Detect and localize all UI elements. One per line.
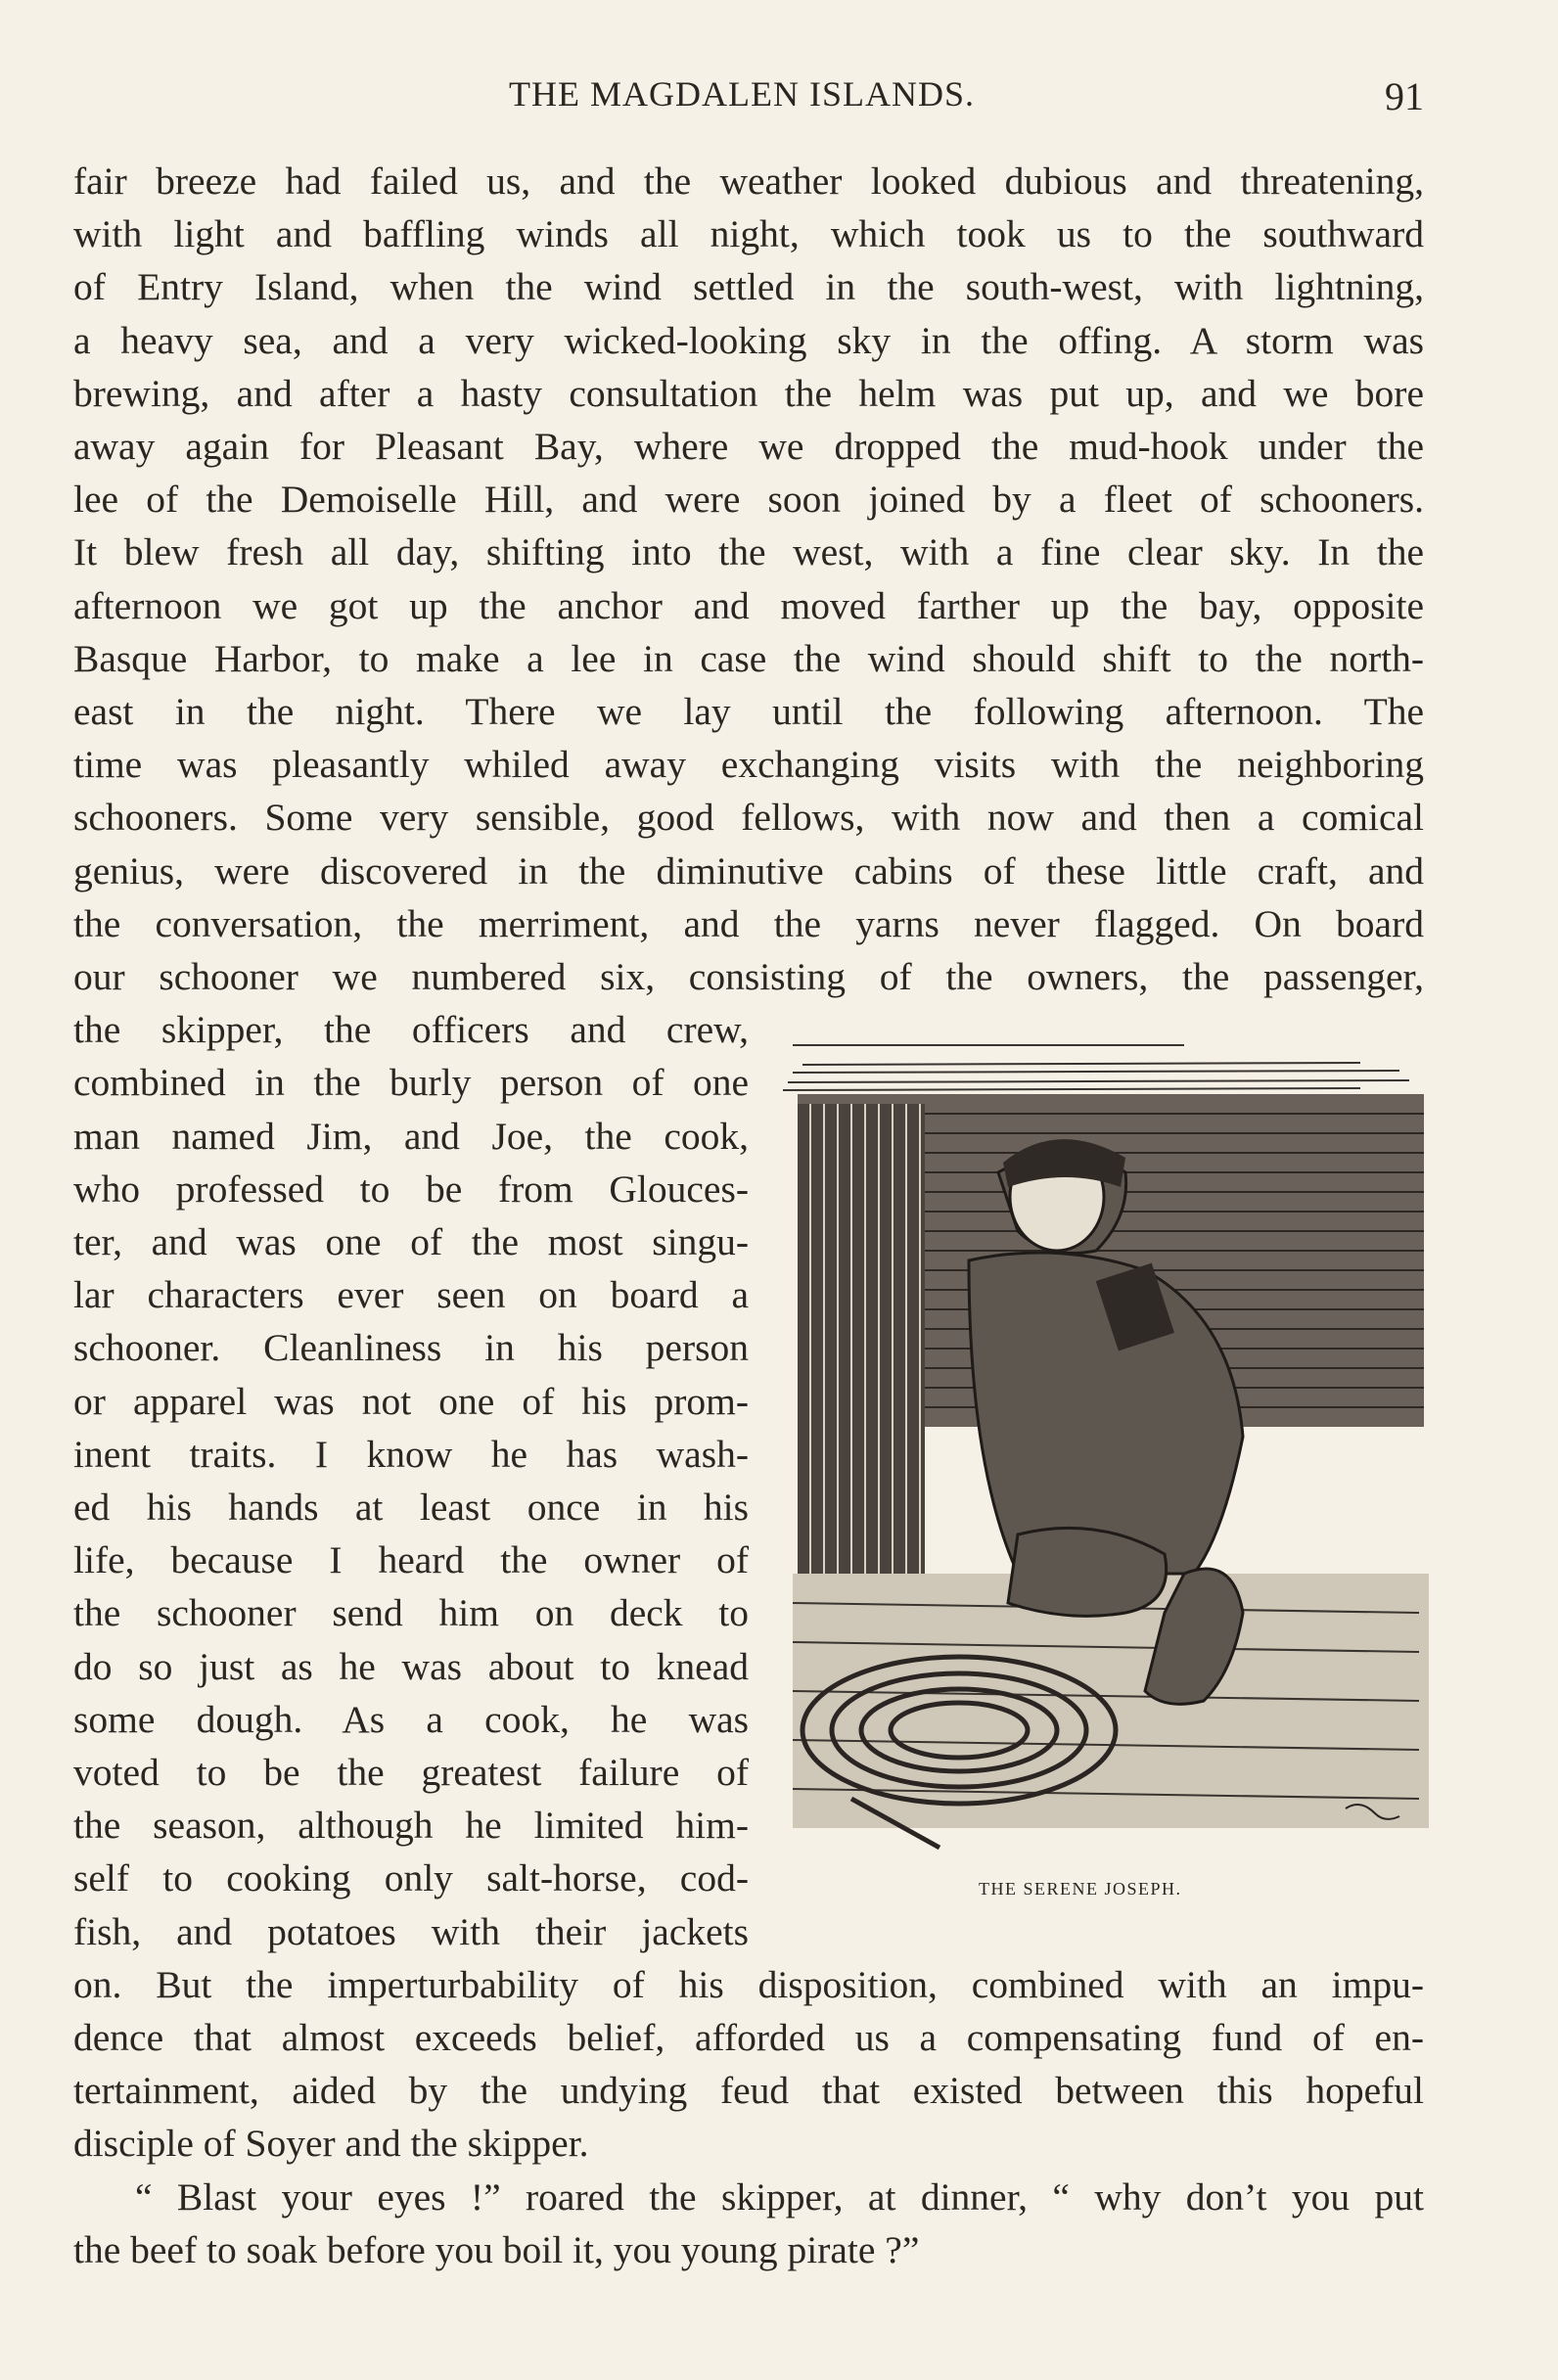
text-line: the schooner send him on deck to [73, 1591, 749, 1635]
text-line: combined in the burly person of one [73, 1061, 749, 1105]
text-line: time was pleasantly whiled away exchanging visits with the neighboring [73, 743, 1424, 787]
text-line: disciple of Soyer and the skipper. [73, 2122, 589, 2166]
text-line: brewing, and after a hasty consultation the helm was put up, and we bore [73, 371, 1424, 415]
text-line: who professed to be from Glouces- [73, 1167, 749, 1211]
text-line: lee of the Demoiselle Hill, and were soon joined by a fleet of schooners. [73, 478, 1424, 522]
text-line: a heavy sea, and a very wicked-looking sky in the offing. A storm was [73, 318, 1424, 362]
text-line: genius, were discovered in the diminutive cabins of these little craft, and [73, 848, 1424, 892]
text-line: afternoon we got up the anchor and moved farther up the bay, opposite [73, 583, 1424, 627]
dialogue-line: the beef to soak before you boil it, you young pirate ?” [73, 2227, 920, 2271]
page-header [73, 73, 1424, 122]
text-line: ter, and was one of the most singu- [73, 1220, 749, 1263]
text-line: dence that almost exceeds belief, afforded us a compensating fund of en- [73, 2016, 1424, 2059]
text-line: the skipper, the officers and crew, [73, 1008, 749, 1052]
text-line: east in the night. There we lay until the following afternoon. The [73, 690, 1424, 733]
text-line: self to cooking only salt-horse, cod- [73, 1856, 749, 1900]
text-line: tertainment, aided by the undying feud that existed between this hopeful [73, 2069, 1424, 2113]
text-line: the conversation, the merriment, and the yarns never flagged. On board [73, 901, 1424, 945]
text-line: on. But the imperturbability of his disposition, combined with an impu- [73, 1962, 1424, 2006]
page-number: 91 [1385, 74, 1424, 118]
text-line: the season, although he limited him- [73, 1804, 749, 1848]
engraving-illustration [773, 1026, 1439, 1877]
text-line: schooner. Cleanliness in his person [73, 1326, 749, 1370]
dialogue-line: “ Blast your eyes !” roared the skipper, at dinner, “ why don’t you put [135, 2174, 1424, 2219]
text-line: schooners. Some very sensible, good fellows, with now and then a comical [73, 796, 1424, 840]
text-line: with light and baffling winds all night, which took us to the southward [73, 212, 1424, 256]
text-line: some dough. As a cook, he was [73, 1697, 749, 1741]
text-line: fish, and potatoes with their jackets [73, 1909, 749, 1953]
text-line: voted to be the greatest failure of [73, 1751, 749, 1794]
text-line: ed his hands at least once in his [73, 1486, 749, 1529]
text-line: or apparel was not one of his prom- [73, 1379, 749, 1423]
text-line: It blew fresh all day, shifting into the west, with a fine clear sky. In the [73, 530, 1424, 574]
figure-caption: THE SERENE JOSEPH. [979, 1879, 1182, 1899]
text-line: of Entry Island, when the wind settled in the south-west, with lightning, [73, 265, 1424, 309]
text-line: do so just as he was about to knead [73, 1644, 749, 1688]
text-line: away again for Pleasant Bay, where we dropped the mud-hook under the [73, 425, 1424, 468]
text-line: lar characters ever seen on board a [73, 1273, 749, 1317]
text-line: fair breeze had failed us, and the weather looked dubious and threatening, [73, 160, 1424, 203]
text-line: life, because I heard the owner of [73, 1538, 749, 1582]
running-title: THE MAGDALEN ISLANDS. [509, 74, 975, 114]
text-line: man named Jim, and Joe, the cook, [73, 1114, 749, 1158]
illustration-cook-reading [773, 1026, 1439, 1877]
text-line: Basque Harbor, to make a lee in case the wind should shift to the north- [73, 636, 1424, 680]
text-line: our schooner we numbered six, consisting of the owners, the passenger, [73, 955, 1424, 998]
text-line: inent traits. I know he has wash- [73, 1432, 749, 1476]
